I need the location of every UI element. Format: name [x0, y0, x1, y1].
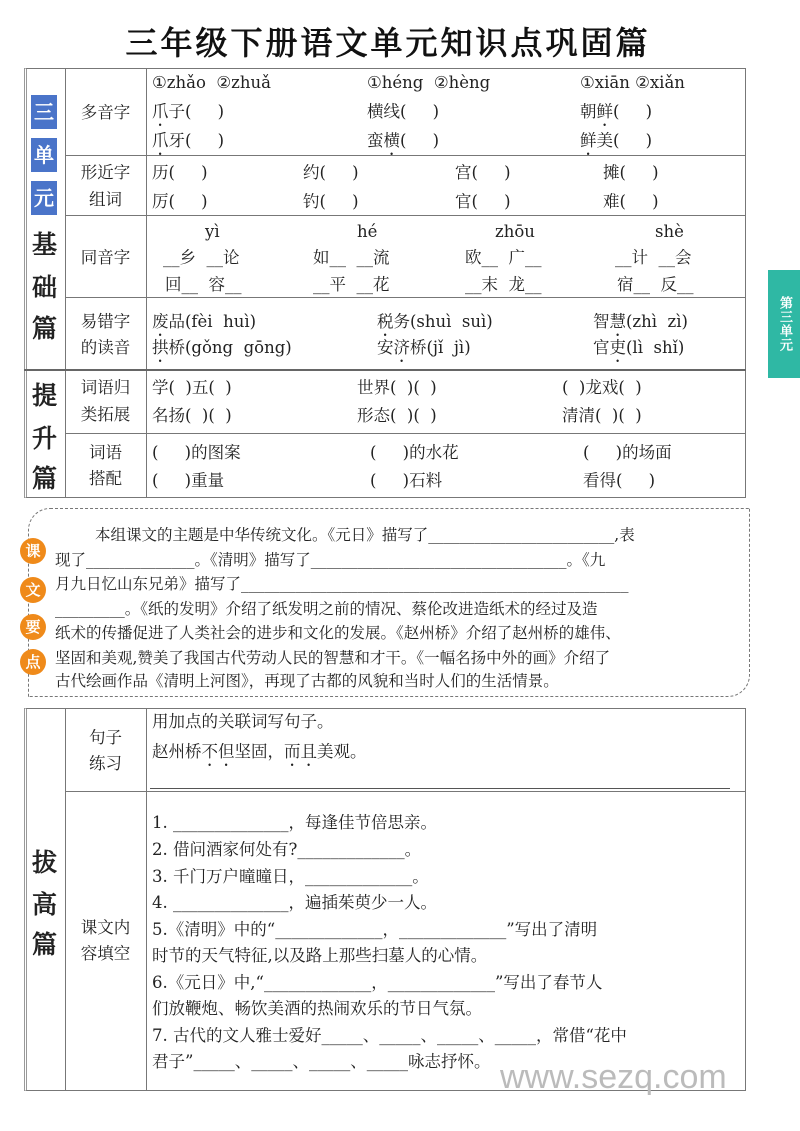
row-label: 的读音 [80, 338, 131, 357]
dotted-char: 济 [393, 338, 410, 357]
text-segment: ( )的图案 [152, 443, 241, 462]
dotted-char: 废 [152, 312, 169, 331]
summary-line [55, 599, 598, 619]
text-segment: 难( ) [603, 192, 659, 211]
text-segment: ”写出了春节人 [494, 973, 603, 992]
text-segment: ①héng ②hèng [367, 73, 491, 92]
section-label-char: 础 [31, 273, 57, 302]
text-segment: ( )重量 [152, 471, 225, 490]
fill-blank[interactable]: ______________ [173, 813, 289, 832]
cell-text [377, 312, 493, 340]
text-segment: 6.《元日》中,“ [152, 973, 264, 992]
text-segment: ，每逢佳节倍思亲。 [288, 813, 437, 832]
cell-text [580, 73, 685, 93]
cell-text [655, 222, 684, 242]
text-segment: 时节的天气特征,以及路上那些扫墓人的心情。 [152, 946, 488, 965]
cell-text [593, 338, 684, 366]
dotted-char: 而且 [284, 742, 317, 761]
row-label: 形近字 [80, 163, 131, 182]
text-segment: 1. [152, 813, 173, 832]
text-segment: 官 [593, 338, 610, 357]
fill-blank[interactable]: __________________________________________________ [241, 575, 629, 593]
text-segment: ①zhǎo ②zhuǎ [152, 73, 271, 92]
summary-line [55, 623, 621, 643]
cell-text [152, 443, 241, 463]
section-label-char: 篇 [31, 930, 57, 959]
row-label: 组词 [89, 190, 122, 209]
text-segment: 钓( ) [303, 192, 359, 211]
text-segment: 桥(jǐ jì) [410, 338, 471, 357]
divider [65, 433, 746, 434]
fill-item [152, 893, 437, 913]
cell-text [370, 471, 442, 491]
dotted-char: 鲜 [580, 131, 597, 150]
text-segment: ， [371, 973, 388, 992]
fill-blank[interactable]: _____ [251, 1052, 293, 1071]
text-segment: 智 [593, 312, 610, 331]
text-segment: ( ) [400, 131, 440, 150]
fill-blank[interactable]: 回__ 容__ [165, 275, 242, 294]
cell-text [495, 222, 535, 242]
section-label-char: 篇 [31, 464, 57, 493]
cell-text [152, 378, 232, 398]
cell-text [152, 73, 271, 93]
text-segment: 美( ) [596, 131, 653, 150]
row-label: 易错字 [80, 312, 131, 331]
cell-text [583, 471, 655, 491]
divider [65, 791, 746, 792]
cell-text [152, 338, 292, 366]
text-segment: ( ) [613, 102, 653, 121]
dotted-char: 拱 [152, 338, 169, 357]
cell-text [580, 102, 652, 130]
text-segment: 。 [404, 840, 422, 859]
cell-text [205, 222, 220, 242]
text-segment: 厉( ) [152, 192, 208, 211]
dotted-char: 鲜 [596, 102, 613, 121]
section-label-char: 篇 [31, 314, 57, 343]
cell-text [165, 275, 242, 295]
cell-text [152, 192, 208, 212]
text-segment: 名扬( )( ) [152, 406, 232, 425]
text-segment: 赵州桥 [152, 742, 202, 761]
text-segment: 5.《清明》中的“ [152, 920, 276, 939]
fill-blank[interactable]: _____________ [398, 920, 507, 939]
row-label: 类拓展 [80, 405, 131, 424]
text-segment: 蛮 [367, 131, 384, 150]
unit-badge-char: 三 [31, 95, 57, 129]
text-segment: 约( ) [303, 163, 359, 182]
cell-text [152, 312, 256, 340]
cell-text [152, 406, 232, 426]
section-label-char: 基 [31, 230, 57, 259]
cell-text [377, 338, 471, 366]
unit-badge-char: 元 [31, 181, 57, 215]
summary-badge-char: 点 [20, 649, 46, 675]
fill-blank[interactable]: __计 __会 [615, 248, 692, 267]
summary-line [55, 671, 559, 691]
divider [65, 215, 746, 216]
fill-blank[interactable]: __平 __花 [313, 275, 390, 294]
text-segment: (lì shǐ) [626, 338, 685, 357]
dotted-char: 慧 [609, 312, 626, 331]
text-segment: ，遍插茱萸少一人。 [288, 893, 437, 912]
summary-badge-char: 课 [20, 538, 46, 564]
fill-blank[interactable]: 如__ __流 [313, 248, 390, 267]
row-label: 练习 [89, 754, 122, 773]
divider [146, 708, 147, 1091]
row-label: 多音字 [80, 103, 131, 122]
text-segment: 君子” [152, 1052, 194, 1071]
row-label: 同音字 [80, 248, 131, 267]
cell-text [562, 378, 642, 398]
text-segment: ,表 [614, 526, 635, 544]
cell-text [562, 406, 642, 426]
fill-item [152, 1052, 490, 1072]
dotted-char: 不但 [201, 742, 235, 761]
cell-text [583, 443, 672, 463]
cell-text [370, 443, 459, 463]
text-segment: ”写出了清明 [506, 920, 598, 939]
fill-item [152, 1026, 627, 1046]
fill-blank[interactable]: ______________ [86, 551, 195, 569]
cell-text [357, 406, 437, 426]
text-segment: 咏志抒怀。 [407, 1052, 491, 1071]
cell-text [152, 471, 224, 491]
cell-text [615, 248, 692, 268]
cell-text [603, 192, 659, 212]
fill-blank[interactable]: 宿__ 反__ [617, 275, 694, 294]
summary-badge-char: 要 [20, 614, 46, 640]
cell-text [465, 248, 542, 268]
text-segment: 形态( )( ) [357, 406, 437, 425]
text-segment: 牙( ) [168, 131, 225, 150]
cell-text [465, 275, 542, 295]
text-segment: 官( ) [455, 192, 511, 211]
fill-item [152, 813, 437, 833]
text-segment: yì [205, 222, 220, 241]
row-label: 句子 [89, 728, 122, 747]
text-segment: 美观。 [317, 742, 367, 761]
fill-blank[interactable]: _____________ [387, 973, 495, 992]
text-segment: 纸术的传播促进了人类社会的进步和文化的发展。《赵州桥》介绍了赵州桥的雄伟、 [55, 624, 621, 642]
fill-blank[interactable]: _____________ [263, 973, 372, 992]
text-segment: 品(fèi huì) [168, 312, 257, 331]
text-segment: zhōu [495, 222, 535, 241]
text-segment: 、 [478, 1026, 495, 1045]
cell-text [455, 163, 511, 183]
fill-blank[interactable]: 欧__ 广__ [465, 248, 542, 267]
cell-text [163, 248, 240, 268]
text-segment: 7. 古代的文人雅士爱好 [152, 1026, 322, 1045]
row-label: 词语 [89, 443, 122, 462]
text-segment: shè [655, 222, 684, 241]
watermark: www.sezq.com [500, 1058, 727, 1096]
dotted-char: 吏 [609, 338, 626, 357]
text-segment: 、 [292, 1052, 309, 1071]
fill-blank[interactable]: _____ [437, 1026, 479, 1045]
cell-text [313, 248, 390, 268]
text-segment: 世界( )( ) [357, 378, 437, 397]
cell-text [455, 192, 511, 212]
fill-blank[interactable]: ________________________ [428, 526, 615, 544]
fill-blank[interactable]: _____ [321, 1026, 363, 1045]
text-segment: 子( ) [168, 102, 225, 121]
text-segment: 。 [412, 867, 429, 886]
row-label: 词语归 [80, 378, 131, 397]
cell-text [313, 275, 390, 295]
cell-text [152, 102, 224, 130]
page-title: 三年级下册语文单元知识点巩固篇 [125, 24, 651, 62]
text-segment: ( )龙戏( ) [562, 378, 642, 397]
text-segment: 、 [420, 1026, 437, 1045]
text-segment: 月九日忆山东兄弟》描写了 [55, 575, 242, 593]
cell-text [152, 163, 208, 183]
cell-text [303, 192, 359, 212]
text-segment: 安 [377, 338, 394, 357]
text-segment: 现了 [55, 551, 87, 569]
cell-text [603, 163, 659, 183]
fill-blank[interactable]: _____ [308, 1052, 351, 1071]
dotted-char: 爪 [152, 102, 169, 121]
cell-text [357, 222, 377, 242]
cell-text [367, 102, 439, 122]
text-segment: 本组课文的主题是中华传统文化。《元日》描写了 [95, 526, 429, 544]
text-segment: 朝 [580, 102, 597, 121]
dotted-char: 税 [377, 312, 394, 331]
fill-item [152, 999, 482, 1019]
cell-text [580, 131, 652, 159]
dotted-char: 横 [383, 131, 400, 150]
text-segment: 3. 千门万户曈曈日， [152, 867, 305, 886]
unit-badge-char: 单 [31, 138, 57, 172]
text-segment: 们放鞭炮、畅饮美酒的热闹欢乐的节日气氛。 [152, 999, 482, 1018]
text-segment: 学( )五( ) [152, 378, 232, 397]
fill-blank[interactable]: __乡 __论 [163, 248, 240, 267]
fill-blank[interactable]: _____ [379, 1026, 421, 1045]
section-label-char: 升 [31, 424, 57, 453]
text-segment: 历( ) [152, 163, 208, 182]
text-segment: 务(shuì suì) [393, 312, 493, 331]
cell-text [357, 378, 437, 398]
text-segment: 古代绘画作品《清明上河图》，再现了古都的风貌和当时人们的生活情景。 [55, 672, 559, 690]
sentence-instruction [152, 712, 334, 732]
fill-blank[interactable]: __末 龙__ [465, 275, 542, 294]
text-segment: 。《九 [566, 551, 606, 569]
fill-blank[interactable]: _____________ [275, 920, 383, 939]
row-label: 课文内 [80, 918, 131, 937]
cell-text [367, 131, 439, 159]
fill-item [152, 946, 487, 966]
unit-side-tab[interactable]: 第三单元 [768, 270, 800, 378]
text-segment: 坚固， [234, 742, 284, 761]
text-segment: 。《纸的发明》介绍了纸发明之前的情况、蔡伦改进造纸术的经过及造 [124, 600, 598, 618]
summary-line [55, 550, 605, 570]
cell-text [367, 73, 490, 93]
text-segment: 摊( ) [603, 163, 659, 182]
section-label-char: 提 [31, 381, 57, 410]
text-segment: ( )石料 [370, 471, 443, 490]
text-segment: 横线( ) [367, 102, 440, 121]
text-segment: 、 [234, 1052, 252, 1071]
text-segment: (zhì zì) [626, 312, 688, 331]
cell-text [303, 163, 359, 183]
text-segment: ， [382, 920, 399, 939]
text-segment: 坚固和美观,赞美了我国古代劳动人民的智慧和才干。《一幅名扬中外的画》介绍了 [55, 649, 611, 667]
text-segment: 桥(gǒng gōng) [168, 338, 292, 357]
text-segment: 2. 借问酒家何处有? [152, 840, 298, 859]
fill-item [152, 867, 429, 887]
fill-blank[interactable]: _____________ [297, 840, 405, 859]
text-segment: 用加点的关联词写句子。 [152, 712, 334, 731]
row-label: 容填空 [80, 944, 131, 963]
text-segment: 宫( ) [455, 163, 511, 182]
divider [24, 369, 746, 371]
answer-line[interactable] [150, 788, 730, 789]
text-segment: ( )的水花 [370, 443, 459, 462]
row-label: 搭配 [89, 469, 122, 488]
text-segment: ①xiān ②xiǎn [580, 73, 685, 92]
cell-text [152, 131, 224, 159]
text-segment: hé [357, 222, 378, 241]
fill-item [152, 973, 602, 993]
sentence-example [152, 742, 367, 770]
fill-blank[interactable]: _________________________________ [310, 551, 567, 569]
text-segment: ( )的场面 [583, 443, 672, 462]
fill-blank[interactable]: _____ [193, 1052, 235, 1071]
section-label-char: 拔 [31, 848, 57, 877]
dotted-char: 爪 [152, 131, 169, 150]
fill-blank[interactable]: ______________ [173, 893, 289, 912]
summary-line [95, 525, 635, 545]
text-segment: 。《清明》描写了 [194, 551, 311, 569]
fill-blank[interactable]: _____________ [305, 867, 413, 886]
section-label-char: 高 [31, 890, 57, 919]
text-segment: ，常借“花中 [536, 1026, 627, 1045]
fill-item [152, 840, 421, 860]
summary-line [55, 574, 629, 594]
fill-blank[interactable]: _________ [55, 600, 125, 618]
text-segment: 看得( ) [583, 471, 656, 490]
fill-blank[interactable]: _____ [366, 1052, 408, 1071]
text-segment: 、 [350, 1052, 367, 1071]
cell-text [593, 312, 688, 340]
fill-item [152, 920, 597, 940]
summary-line [55, 648, 610, 668]
text-segment: 4. [152, 893, 173, 912]
text-segment: 、 [362, 1026, 380, 1045]
fill-blank[interactable]: _____ [494, 1026, 536, 1045]
text-segment: 清清( )( ) [562, 406, 642, 425]
divider [65, 297, 746, 298]
summary-badge-char: 文 [20, 577, 46, 603]
cell-text [617, 275, 694, 295]
